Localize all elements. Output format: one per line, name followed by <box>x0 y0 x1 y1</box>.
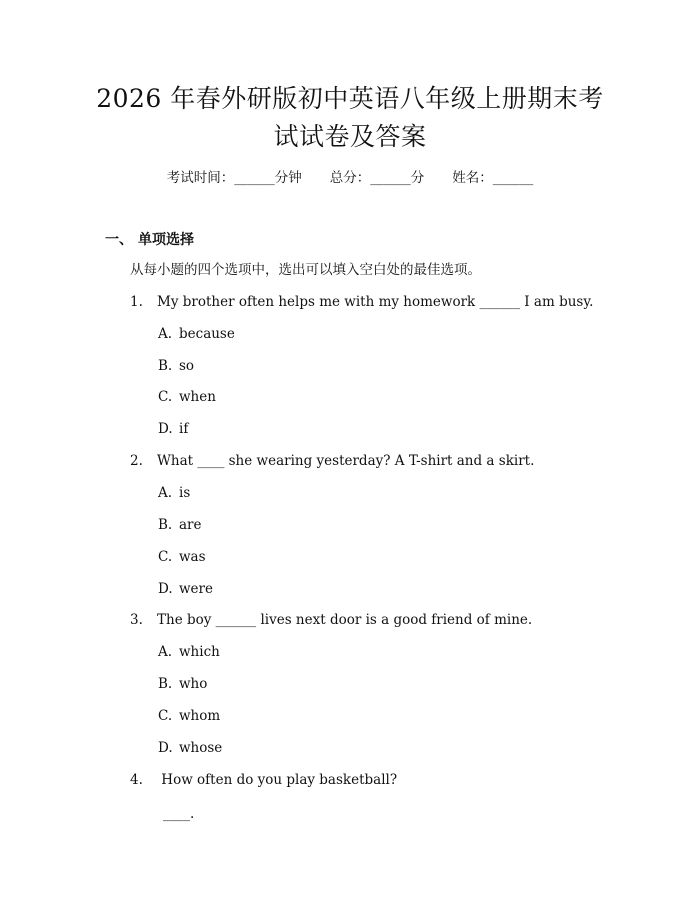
exam-meta-row <box>0 168 700 188</box>
option-2a <box>158 483 190 503</box>
question-3 <box>130 610 532 630</box>
exam-title-line-2: 试试卷及答案 <box>273 122 427 151</box>
option-letter: A. <box>158 485 173 501</box>
option-1c <box>158 387 216 407</box>
option-text: because <box>179 326 235 342</box>
option-2c <box>158 547 206 567</box>
question-text: The boy ______ lives next door is a good friend of mine. <box>157 612 533 628</box>
option-text: was <box>179 549 206 565</box>
option-text: whom <box>179 708 221 724</box>
option-letter: D. <box>158 421 173 437</box>
question-1 <box>130 292 593 312</box>
option-text: when <box>179 389 216 405</box>
option-text: who <box>179 676 208 692</box>
question-number: 2. <box>130 453 143 469</box>
option-text: whose <box>179 740 223 756</box>
option-letter: C. <box>158 549 173 565</box>
option-letter: B. <box>158 517 173 533</box>
option-text: were <box>179 581 213 597</box>
option-text: if <box>179 421 189 437</box>
section-title: 单项选择 <box>138 232 194 248</box>
student-name-field: 姓名：______ <box>452 170 534 186</box>
option-3d <box>158 738 222 758</box>
section-heading <box>105 230 194 250</box>
option-letter: D. <box>158 740 173 756</box>
option-1a <box>158 324 235 344</box>
option-text: are <box>179 517 202 533</box>
option-text: which <box>179 644 220 660</box>
exam-title-line-1: 2026 年春外研版初中英语八年级上册期末考 <box>96 84 604 113</box>
option-letter: D. <box>158 581 173 597</box>
option-2b <box>158 515 202 535</box>
option-text: is <box>179 485 191 501</box>
option-letter: A. <box>158 644 173 660</box>
question-4 <box>130 770 397 790</box>
option-letter: C. <box>158 708 173 724</box>
option-1b <box>158 356 194 376</box>
question-2 <box>130 451 534 471</box>
question-text: My brother often helps me with my homework ______ I am busy. <box>157 294 594 310</box>
answer-blank: ____. <box>163 806 195 822</box>
option-letter: B. <box>158 358 173 374</box>
option-2d <box>158 579 213 599</box>
option-text: so <box>179 358 195 374</box>
question-number: 4. <box>130 772 143 788</box>
section-number: 一、 <box>105 232 133 248</box>
option-3a <box>158 642 220 662</box>
option-letter: B. <box>158 676 173 692</box>
question-number: 1. <box>130 294 143 310</box>
option-letter: A. <box>158 326 173 342</box>
exam-time-field: 考试时间：______分钟 <box>166 170 302 186</box>
option-1d <box>158 419 188 439</box>
option-3c <box>158 706 220 726</box>
question-number: 3. <box>130 612 143 628</box>
total-score-field: 总分：______分 <box>329 170 425 186</box>
option-letter: C. <box>158 389 173 405</box>
question-text: What ____ she wearing yesterday? A T-shirt and a skirt. <box>157 453 535 469</box>
question-text: How often do you play basketball? <box>157 772 398 788</box>
section-instruction: 从每小题的四个选项中，选出可以填入空白处的最佳选项。 <box>130 262 481 278</box>
option-3b <box>158 674 207 694</box>
